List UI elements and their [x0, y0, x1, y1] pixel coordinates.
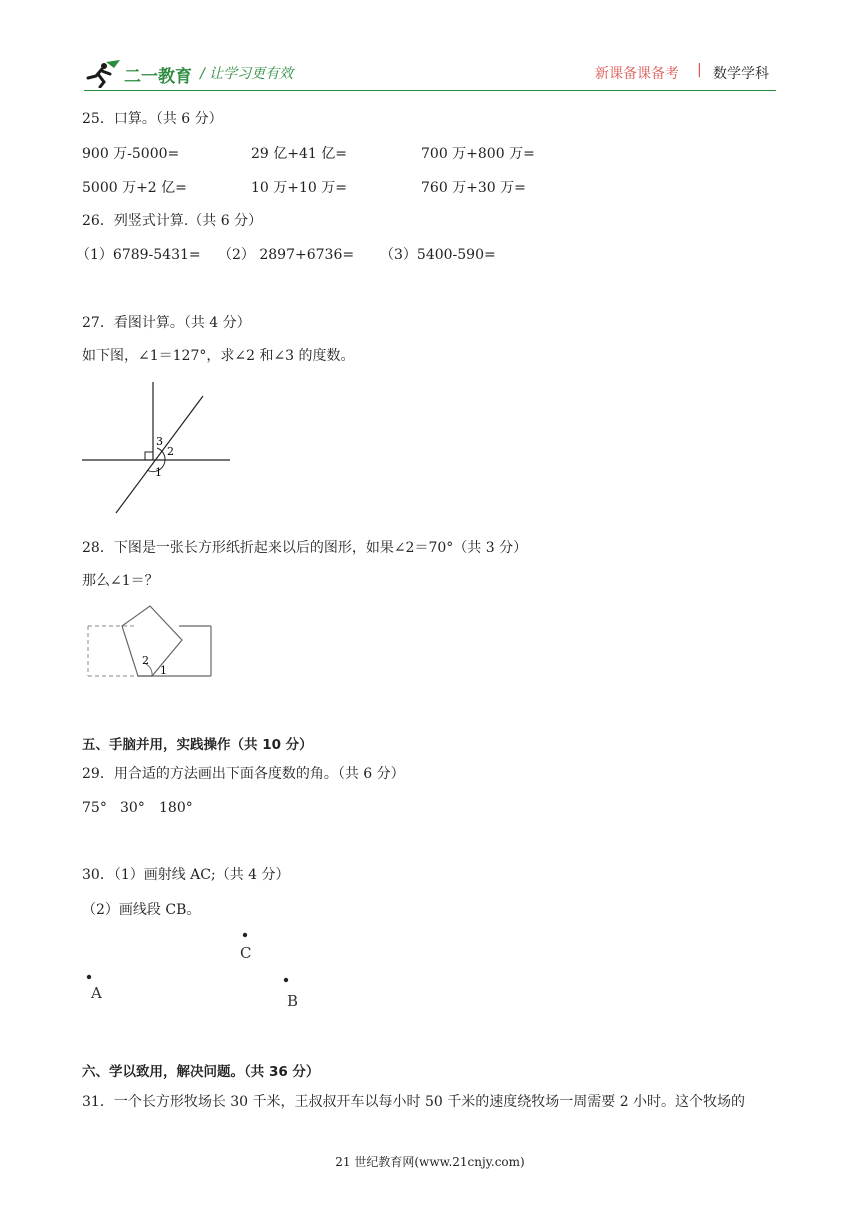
q25-item: 10 万+10 万= — [251, 180, 347, 196]
q27-angle-label: 1 — [155, 466, 162, 479]
q25-item: 5000 万+2 亿= — [82, 180, 187, 196]
q29-angle: 180° — [159, 800, 193, 816]
header-subject: 数学学科 — [713, 66, 769, 82]
q25-title: 25．口算。（共 6 分） — [82, 111, 223, 127]
q25-item: 900 万-5000= — [82, 146, 180, 162]
point-label-c: C — [240, 944, 252, 962]
header — [0, 0, 860, 100]
q31-text: 31．一个长方形牧场长 30 千米，王叔叔开车以每小时 50 千米的速度绕牧场一周需要 2 小时。这个牧场的 — [82, 1094, 746, 1110]
q28-prompt: 那么∠1＝？ — [82, 573, 159, 589]
q29-angle: 30° — [120, 800, 145, 816]
q28-folded-paper-figure — [86, 602, 216, 682]
q28-angle-label: 1 — [160, 664, 167, 677]
point-label-a: A — [91, 984, 102, 1002]
q26-item: （1）6789-5431= — [76, 247, 201, 263]
q30-points-figure — [80, 925, 320, 1015]
q28-angle-label: 2 — [142, 654, 149, 667]
section-5-title: 五、手脑并用，实践操作（共 10 分） — [82, 737, 313, 753]
header-link-courseware[interactable]: 新课备课备考 — [595, 66, 679, 82]
q30-line2: （2）画线段 CB。 — [82, 902, 201, 918]
q27-title: 27．看图计算。（共 4 分） — [82, 315, 251, 331]
q27-prompt: 如下图，∠1＝127°，求∠2 和∠3 的度数。 — [82, 348, 355, 364]
q27-angle-label: 2 — [167, 445, 174, 458]
q29-angle: 75° — [82, 800, 107, 816]
brand-name: 二一教育 — [124, 67, 192, 87]
q30-line1: 30．（1）画射线 AC;（共 4 分） — [82, 867, 290, 883]
header-rule — [84, 90, 776, 91]
q26-item: （2） 2897+6736= — [218, 247, 355, 263]
brand-slogan: / 让学习更有效 — [200, 66, 294, 82]
logo-runner-icon — [84, 58, 126, 88]
section-6-title: 六、学以致用，解决问题。（共 36 分） — [82, 1064, 320, 1080]
q25-item: 760 万+30 万= — [421, 180, 526, 196]
point-label-b: B — [287, 992, 299, 1010]
header-divider: | — [697, 62, 702, 78]
q27-angle-figure — [80, 380, 240, 520]
q27-angle-label: 3 — [156, 435, 163, 448]
q25-item: 29 亿+41 亿= — [251, 146, 347, 162]
q26-title: 26．列竖式计算.（共 6 分） — [82, 213, 263, 229]
q26-item: （3）5400-590= — [380, 247, 496, 263]
q28-title: 28．下图是一张长方形纸折起来以后的图形，如果∠2＝70°（共 3 分） — [82, 540, 528, 556]
q25-item: 700 万+800 万= — [421, 146, 535, 162]
q29-title: 29．用合适的方法画出下面各度数的角。（共 6 分） — [82, 766, 405, 782]
page-footer: 21 世纪教育网(www.21cnjy.com) — [335, 1155, 525, 1169]
